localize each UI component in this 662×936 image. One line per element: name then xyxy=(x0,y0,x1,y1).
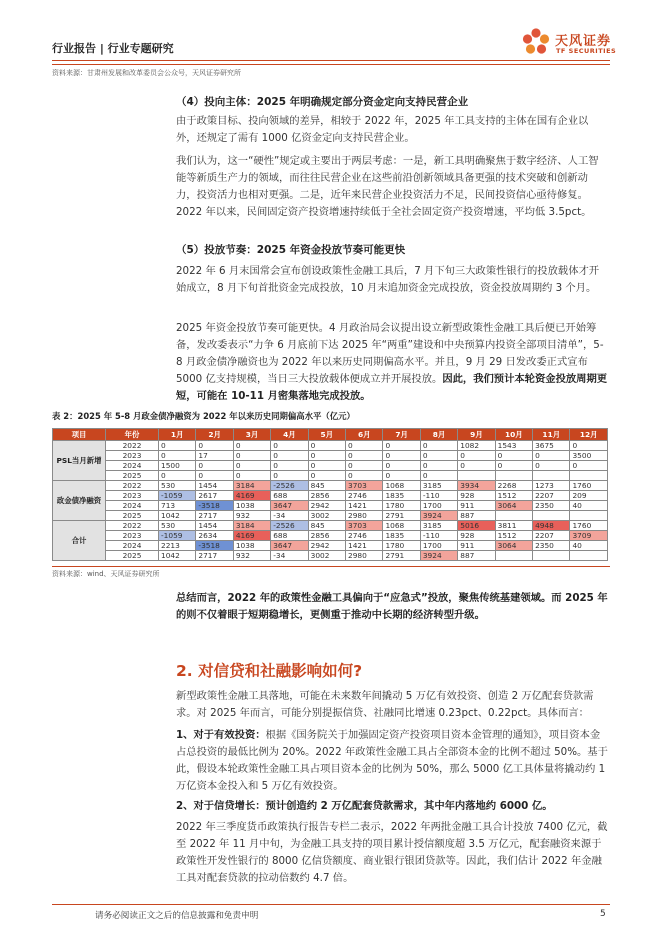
table-value-cell: 3934 xyxy=(458,481,495,491)
table-source-rule xyxy=(52,566,610,567)
table-value-cell: 3924 xyxy=(420,551,457,561)
table-value-cell: 688 xyxy=(271,491,308,501)
table-value-cell: 0 xyxy=(233,471,270,481)
table-value-cell xyxy=(533,551,570,561)
table-value-cell: 0 xyxy=(308,451,345,461)
table-row xyxy=(53,451,608,461)
table-value-cell: 1760 xyxy=(570,481,608,491)
chapter-2-paragraph-1: 新型政策性金融工具落地，可能在未来数年间撬动 5 万亿有效投资、创造 2 万亿配套贷款需求。对 2025 年而言，可能分别提振信贷、社融同比增速 0.23pct、0.22pct。具体而言： xyxy=(176,690,594,719)
table-value-cell: 0 xyxy=(570,461,608,471)
table-header-cell: 3月 xyxy=(233,429,270,441)
table-value-cell: 911 xyxy=(458,501,495,511)
table-value-cell: 3002 xyxy=(308,511,345,521)
table-year-cell: 2025 xyxy=(106,471,159,481)
table-value-cell: 1700 xyxy=(420,501,457,511)
table-value-cell: 1273 xyxy=(533,481,570,491)
table-value-cell: 0 xyxy=(159,471,196,481)
table-value-cell: 887 xyxy=(458,551,495,561)
chapter-2-paragraph-4: 2022 年三季度货币政策执行报告专栏二表示，2022 年两批金融工具合计投放 7400 亿元，截至 2022 年 11 月中旬，为金融工具支持的项目累计授信额度超 3.5 万亿元，配套融资来源于政策性开发性银行的 8000 亿信贷额度、商业银行银团贷款等。因此，我们估计 2022 年金融工具对配套贷款的拉动倍数约 4.7 倍。 xyxy=(176,821,608,884)
credit-growth-lead: 2、对于信贷增长：预计创造约 2 万亿配套贷款需求，其中年内落地约 6000 亿。 xyxy=(176,800,553,812)
table-year-cell: 2024 xyxy=(106,541,159,551)
table-value-cell: 1780 xyxy=(383,501,420,511)
table-value-cell: 1038 xyxy=(233,501,270,511)
table-value-cell: -34 xyxy=(271,511,308,521)
table-value-cell: 0 xyxy=(495,461,532,471)
table-value-cell: 2717 xyxy=(196,511,233,521)
table-value-cell: 3924 xyxy=(420,511,457,521)
table-value-cell: 2980 xyxy=(346,551,383,561)
table-value-cell: 0 xyxy=(271,441,308,451)
table-value-cell: -110 xyxy=(420,491,457,501)
table-value-cell: 0 xyxy=(196,461,233,471)
table-value-cell: -110 xyxy=(420,531,457,541)
table-value-cell: 0 xyxy=(233,441,270,451)
table-value-cell: 3709 xyxy=(570,531,608,541)
summary-paragraph xyxy=(176,590,608,624)
table-value-cell: 1500 xyxy=(159,461,196,471)
table-value-cell: 40 xyxy=(570,541,608,551)
table-value-cell: 1421 xyxy=(346,501,383,511)
table-value-cell: 3185 xyxy=(420,521,457,531)
table-value-cell: 932 xyxy=(233,551,270,561)
table-value-cell: 932 xyxy=(233,511,270,521)
table-row xyxy=(53,541,608,551)
table-value-cell: 1068 xyxy=(383,481,420,491)
table-value-cell: 2207 xyxy=(533,491,570,501)
table-value-cell: 3811 xyxy=(495,521,532,531)
source-note-top: 资料来源：甘肃州发展和改革委员会公众号，天风证券研究所 xyxy=(52,69,241,77)
table-value-cell: 0 xyxy=(346,471,383,481)
chapter-2-heading: 2. 对信贷和社融影响如何? xyxy=(176,662,363,680)
table-value-cell xyxy=(533,471,570,481)
table-value-cell: -1059 xyxy=(159,531,196,541)
table-value-cell: 3064 xyxy=(495,501,532,511)
table-value-cell: 0 xyxy=(495,451,532,461)
table-value-cell: 1454 xyxy=(196,521,233,531)
table-value-cell: 5016 xyxy=(458,521,495,531)
table-value-cell: 3064 xyxy=(495,541,532,551)
table-value-cell: 0 xyxy=(346,451,383,461)
table-value-cell: 928 xyxy=(458,531,495,541)
table-value-cell: 0 xyxy=(383,471,420,481)
table-value-cell: 1042 xyxy=(159,551,196,561)
logo-text-cn: 天风证券 xyxy=(555,34,612,49)
table-group-label: PSL当月新增 xyxy=(53,441,106,481)
section-5-paragraph-1: 2022 年 6 月末国常会宣布创设政策性金融工具后，7 月下旬三大政策性银行的投放载体才开始成立，8 月下旬首批资金完成投放，10 月末追加资金完成投放，资金投放周期约 3 个月。 xyxy=(176,265,600,294)
table-value-cell: 1068 xyxy=(383,521,420,531)
section-5-heading: （5）投放节奏：2025 年资金投放节奏可能更快 xyxy=(176,244,406,256)
table-value-cell: 0 xyxy=(196,441,233,451)
table-year-cell: 2024 xyxy=(106,461,159,471)
table-row xyxy=(53,531,608,541)
table-value-cell: -3518 xyxy=(196,541,233,551)
table-value-cell xyxy=(495,511,532,521)
source-note-table: 资料来源：wind、天风证券研究所 xyxy=(52,570,160,578)
table-body xyxy=(53,441,608,561)
table-value-cell: 2856 xyxy=(308,491,345,501)
source-rule xyxy=(52,64,610,65)
table-value-cell: 0 xyxy=(196,471,233,481)
table-value-cell: 2634 xyxy=(196,531,233,541)
table-year-cell: 2025 xyxy=(106,551,159,561)
section-4-heading: （4）投向主体：2025 年明确规定部分资金定向支持民营企业 xyxy=(176,96,469,108)
table-value-cell: 3500 xyxy=(570,451,608,461)
table-value-cell: 0 xyxy=(159,441,196,451)
table-value-cell: 911 xyxy=(458,541,495,551)
table-row xyxy=(53,511,608,521)
table-value-cell: 2791 xyxy=(383,551,420,561)
table-value-cell: 1543 xyxy=(495,441,532,451)
table-value-cell: 4169 xyxy=(233,531,270,541)
table-group-label: 政金债净融资 xyxy=(53,481,106,521)
table-row xyxy=(53,441,608,451)
section-5-paragraph-2-conclusion: 因此，我们预计本轮资金投放周期更短，可能在 10-11 月密集落地完成投放。 xyxy=(176,373,608,402)
table-value-cell: -3518 xyxy=(196,501,233,511)
table-value-cell: 1835 xyxy=(383,491,420,501)
report-header-title: 行业报告 | 行业专题研究 xyxy=(52,42,174,55)
table-value-cell: 3675 xyxy=(533,441,570,451)
table-value-cell xyxy=(570,471,608,481)
table-value-cell: 3185 xyxy=(420,481,457,491)
table-header-cell: 4月 xyxy=(271,429,308,441)
table-row xyxy=(53,501,608,511)
table-value-cell: 2746 xyxy=(346,491,383,501)
table-header-cell: 5月 xyxy=(308,429,345,441)
table-value-cell: 4169 xyxy=(233,491,270,501)
table-value-cell: 3703 xyxy=(346,481,383,491)
table-value-cell: 0 xyxy=(233,451,270,461)
table-value-cell: 0 xyxy=(420,451,457,461)
table-value-cell: 0 xyxy=(271,471,308,481)
section-5-paragraph-2-text: 2025 年资金投放节奏可能更快。4 月政治局会议提出设立新型政策性金融工具后便已开始筹备，发改委表示“力争 6 月底前下达 2025 年“两重”建设和中央预算内投资全部项目清单”，5-8 月政金债净融资也为 2022 年以来历史同期偏高水平。并且，9 月 29 日发改委正式宣布 5000 亿支持规模，当日三大投放载体便成立并开展投放。 xyxy=(176,322,604,385)
table-value-cell: 0 xyxy=(233,461,270,471)
table-value-cell: 688 xyxy=(271,531,308,541)
table-year-cell: 2022 xyxy=(106,481,159,491)
table-value-cell: 17 xyxy=(196,451,233,461)
chapter-2-paragraph-3 xyxy=(176,798,608,815)
table-header-cell: 11月 xyxy=(533,429,570,441)
table-value-cell xyxy=(533,511,570,521)
table-value-cell: 713 xyxy=(159,501,196,511)
table-value-cell: -34 xyxy=(271,551,308,561)
table-header-cell: 2月 xyxy=(196,429,233,441)
table-value-cell: 0 xyxy=(420,441,457,451)
table-year-cell: 2024 xyxy=(106,501,159,511)
table-value-cell: 1042 xyxy=(159,511,196,521)
effective-investment-text: 根据《国务院关于加强固定资产投资项目资本金管理的通知》，项目资本金占总投资的最低比例为 20%。2022 年政策性金融工具占全部资本金的比例不超过 50%。基于此，假设本轮政策性金融工具占项目资本金的比例为 50%，那么 5000 亿工具体量将撬动约 1 万亿资本金投入和 5 万亿有效投资。 xyxy=(176,729,608,792)
table-value-cell: 0 xyxy=(533,461,570,471)
table-value-cell: 1835 xyxy=(383,531,420,541)
table-value-cell: 2942 xyxy=(308,541,345,551)
table-year-cell: 2025 xyxy=(106,511,159,521)
table-value-cell: -2526 xyxy=(271,521,308,531)
table-value-cell: 2268 xyxy=(495,481,532,491)
table-value-cell: 2980 xyxy=(346,511,383,521)
table-year-cell: 2023 xyxy=(106,491,159,501)
table-value-cell: 0 xyxy=(346,441,383,451)
table-value-cell: 3184 xyxy=(233,481,270,491)
table-value-cell: 0 xyxy=(570,441,608,451)
table-value-cell: 1421 xyxy=(346,541,383,551)
table-value-cell: -1059 xyxy=(159,491,196,501)
table-value-cell xyxy=(458,471,495,481)
table-value-cell: 0 xyxy=(308,441,345,451)
table-value-cell: 0 xyxy=(383,441,420,451)
table-value-cell: 887 xyxy=(458,511,495,521)
table-year-cell: 2022 xyxy=(106,441,159,451)
table-value-cell: 1082 xyxy=(458,441,495,451)
table-header-row xyxy=(53,429,608,441)
table-value-cell: 2942 xyxy=(308,501,345,511)
table-value-cell xyxy=(495,471,532,481)
summary-text: 总结而言，2022 年的政策性金融工具偏向于“应急式”投放，聚焦传统基建领域。而 2025 年的则不仅着眼于短期稳增长，更侧重于推动中长期的经济转型升级。 xyxy=(176,592,608,621)
table-value-cell: 2207 xyxy=(533,531,570,541)
table-row xyxy=(53,551,608,561)
table-value-cell: 1780 xyxy=(383,541,420,551)
table-value-cell: 0 xyxy=(383,451,420,461)
table-value-cell: 530 xyxy=(159,481,196,491)
table-header-cell: 项目 xyxy=(53,429,106,441)
table-row xyxy=(53,481,608,491)
table-value-cell: 2617 xyxy=(196,491,233,501)
table-group-label: 合计 xyxy=(53,521,106,561)
table-value-cell xyxy=(495,551,532,561)
table-row xyxy=(53,521,608,531)
table-header-cell: 9月 xyxy=(458,429,495,441)
table-value-cell: 40 xyxy=(570,501,608,511)
table-value-cell: 928 xyxy=(458,491,495,501)
chapter-2-paragraph-2 xyxy=(176,727,608,795)
table-value-cell: 3647 xyxy=(271,541,308,551)
table-header-cell: 10月 xyxy=(495,429,532,441)
table-value-cell: 1760 xyxy=(570,521,608,531)
table-value-cell: 0 xyxy=(271,451,308,461)
table-value-cell: 3703 xyxy=(346,521,383,531)
table-value-cell: 1512 xyxy=(495,531,532,541)
table-value-cell: 1038 xyxy=(233,541,270,551)
table-value-cell: 0 xyxy=(346,461,383,471)
page-number: 5 xyxy=(600,909,606,919)
table-value-cell: 3002 xyxy=(308,551,345,561)
table-value-cell: 2791 xyxy=(383,511,420,521)
table-caption: 表 2：2025 年 5-8 月政金债净融资为 2022 年以来历史同期偏高水平（亿元） xyxy=(52,411,355,421)
table-value-cell: 0 xyxy=(308,461,345,471)
table-value-cell: 0 xyxy=(458,451,495,461)
section-4-paragraph-2: 我们认为，这一“硬性”规定或主要出于两层考虑：一是，新工具明确聚焦于数字经济、人工智能等新质生产力的领域，而往往民营企业在这些前沿创新领域具备更强的技术突破和创新动力，投资活力也相对更强。二是，近年来民营企业投资活力不足，民间投资信心亟待修复。2022 年以来，民间固定资产投资增速持续低于全社会固定资产投资增速，平均低 3.5pct。 xyxy=(176,155,599,218)
table-row xyxy=(53,491,608,501)
table-value-cell: 3647 xyxy=(271,501,308,511)
table-value-cell: 0 xyxy=(308,471,345,481)
table-value-cell: 0 xyxy=(420,461,457,471)
table-value-cell: 209 xyxy=(570,491,608,501)
table-value-cell: 0 xyxy=(271,461,308,471)
section-5-paragraph-2 xyxy=(176,320,608,405)
table-value-cell: 1512 xyxy=(495,491,532,501)
table-value-cell xyxy=(570,511,608,521)
table-row xyxy=(53,471,608,481)
table-value-cell: 3184 xyxy=(233,521,270,531)
table-header-cell: 8月 xyxy=(420,429,457,441)
table-row xyxy=(53,461,608,471)
table-value-cell: 0 xyxy=(420,471,457,481)
table-year-cell: 2023 xyxy=(106,451,159,461)
table-value-cell: 845 xyxy=(308,521,345,531)
table-header-cell: 7月 xyxy=(383,429,420,441)
table-value-cell: 0 xyxy=(383,461,420,471)
table-value-cell: 0 xyxy=(458,461,495,471)
table-value-cell: -2526 xyxy=(271,481,308,491)
effective-investment-lead: 1、对于有效投资： xyxy=(176,729,266,741)
table-value-cell: 0 xyxy=(159,451,196,461)
table-value-cell: 2350 xyxy=(533,501,570,511)
table-year-cell: 2022 xyxy=(106,521,159,531)
financing-table xyxy=(52,428,608,561)
section-4-paragraph-1: 由于政策目标、投向领域的差异，相较于 2022 年，2025 年工具支持的主体在国有企业以外，还规定了需有 1000 亿资金定向支持民营企业。 xyxy=(176,115,589,144)
table-header-cell: 6月 xyxy=(346,429,383,441)
footer-disclaimer: 请务必阅读正文之后的信息披露和免责申明 xyxy=(95,911,259,921)
logo-text-en: TF SECURITIES xyxy=(556,47,617,55)
table-value-cell: 845 xyxy=(308,481,345,491)
table-year-cell: 2023 xyxy=(106,531,159,541)
table-value-cell: 1454 xyxy=(196,481,233,491)
table-value-cell: 2856 xyxy=(308,531,345,541)
footer-rule xyxy=(52,904,610,905)
table-header-cell: 年份 xyxy=(106,429,159,441)
table-header-cell: 12月 xyxy=(570,429,608,441)
header-rule xyxy=(52,60,610,61)
table-value-cell: 0 xyxy=(533,451,570,461)
table-value-cell: 2717 xyxy=(196,551,233,561)
table-value-cell: 4948 xyxy=(533,521,570,531)
table-value-cell: 1700 xyxy=(420,541,457,551)
table-value-cell: 2213 xyxy=(159,541,196,551)
table-value-cell xyxy=(570,551,608,561)
table-header-cell: 1月 xyxy=(159,429,196,441)
table-value-cell: 2350 xyxy=(533,541,570,551)
table-value-cell: 530 xyxy=(159,521,196,531)
table-value-cell: 2746 xyxy=(346,531,383,541)
